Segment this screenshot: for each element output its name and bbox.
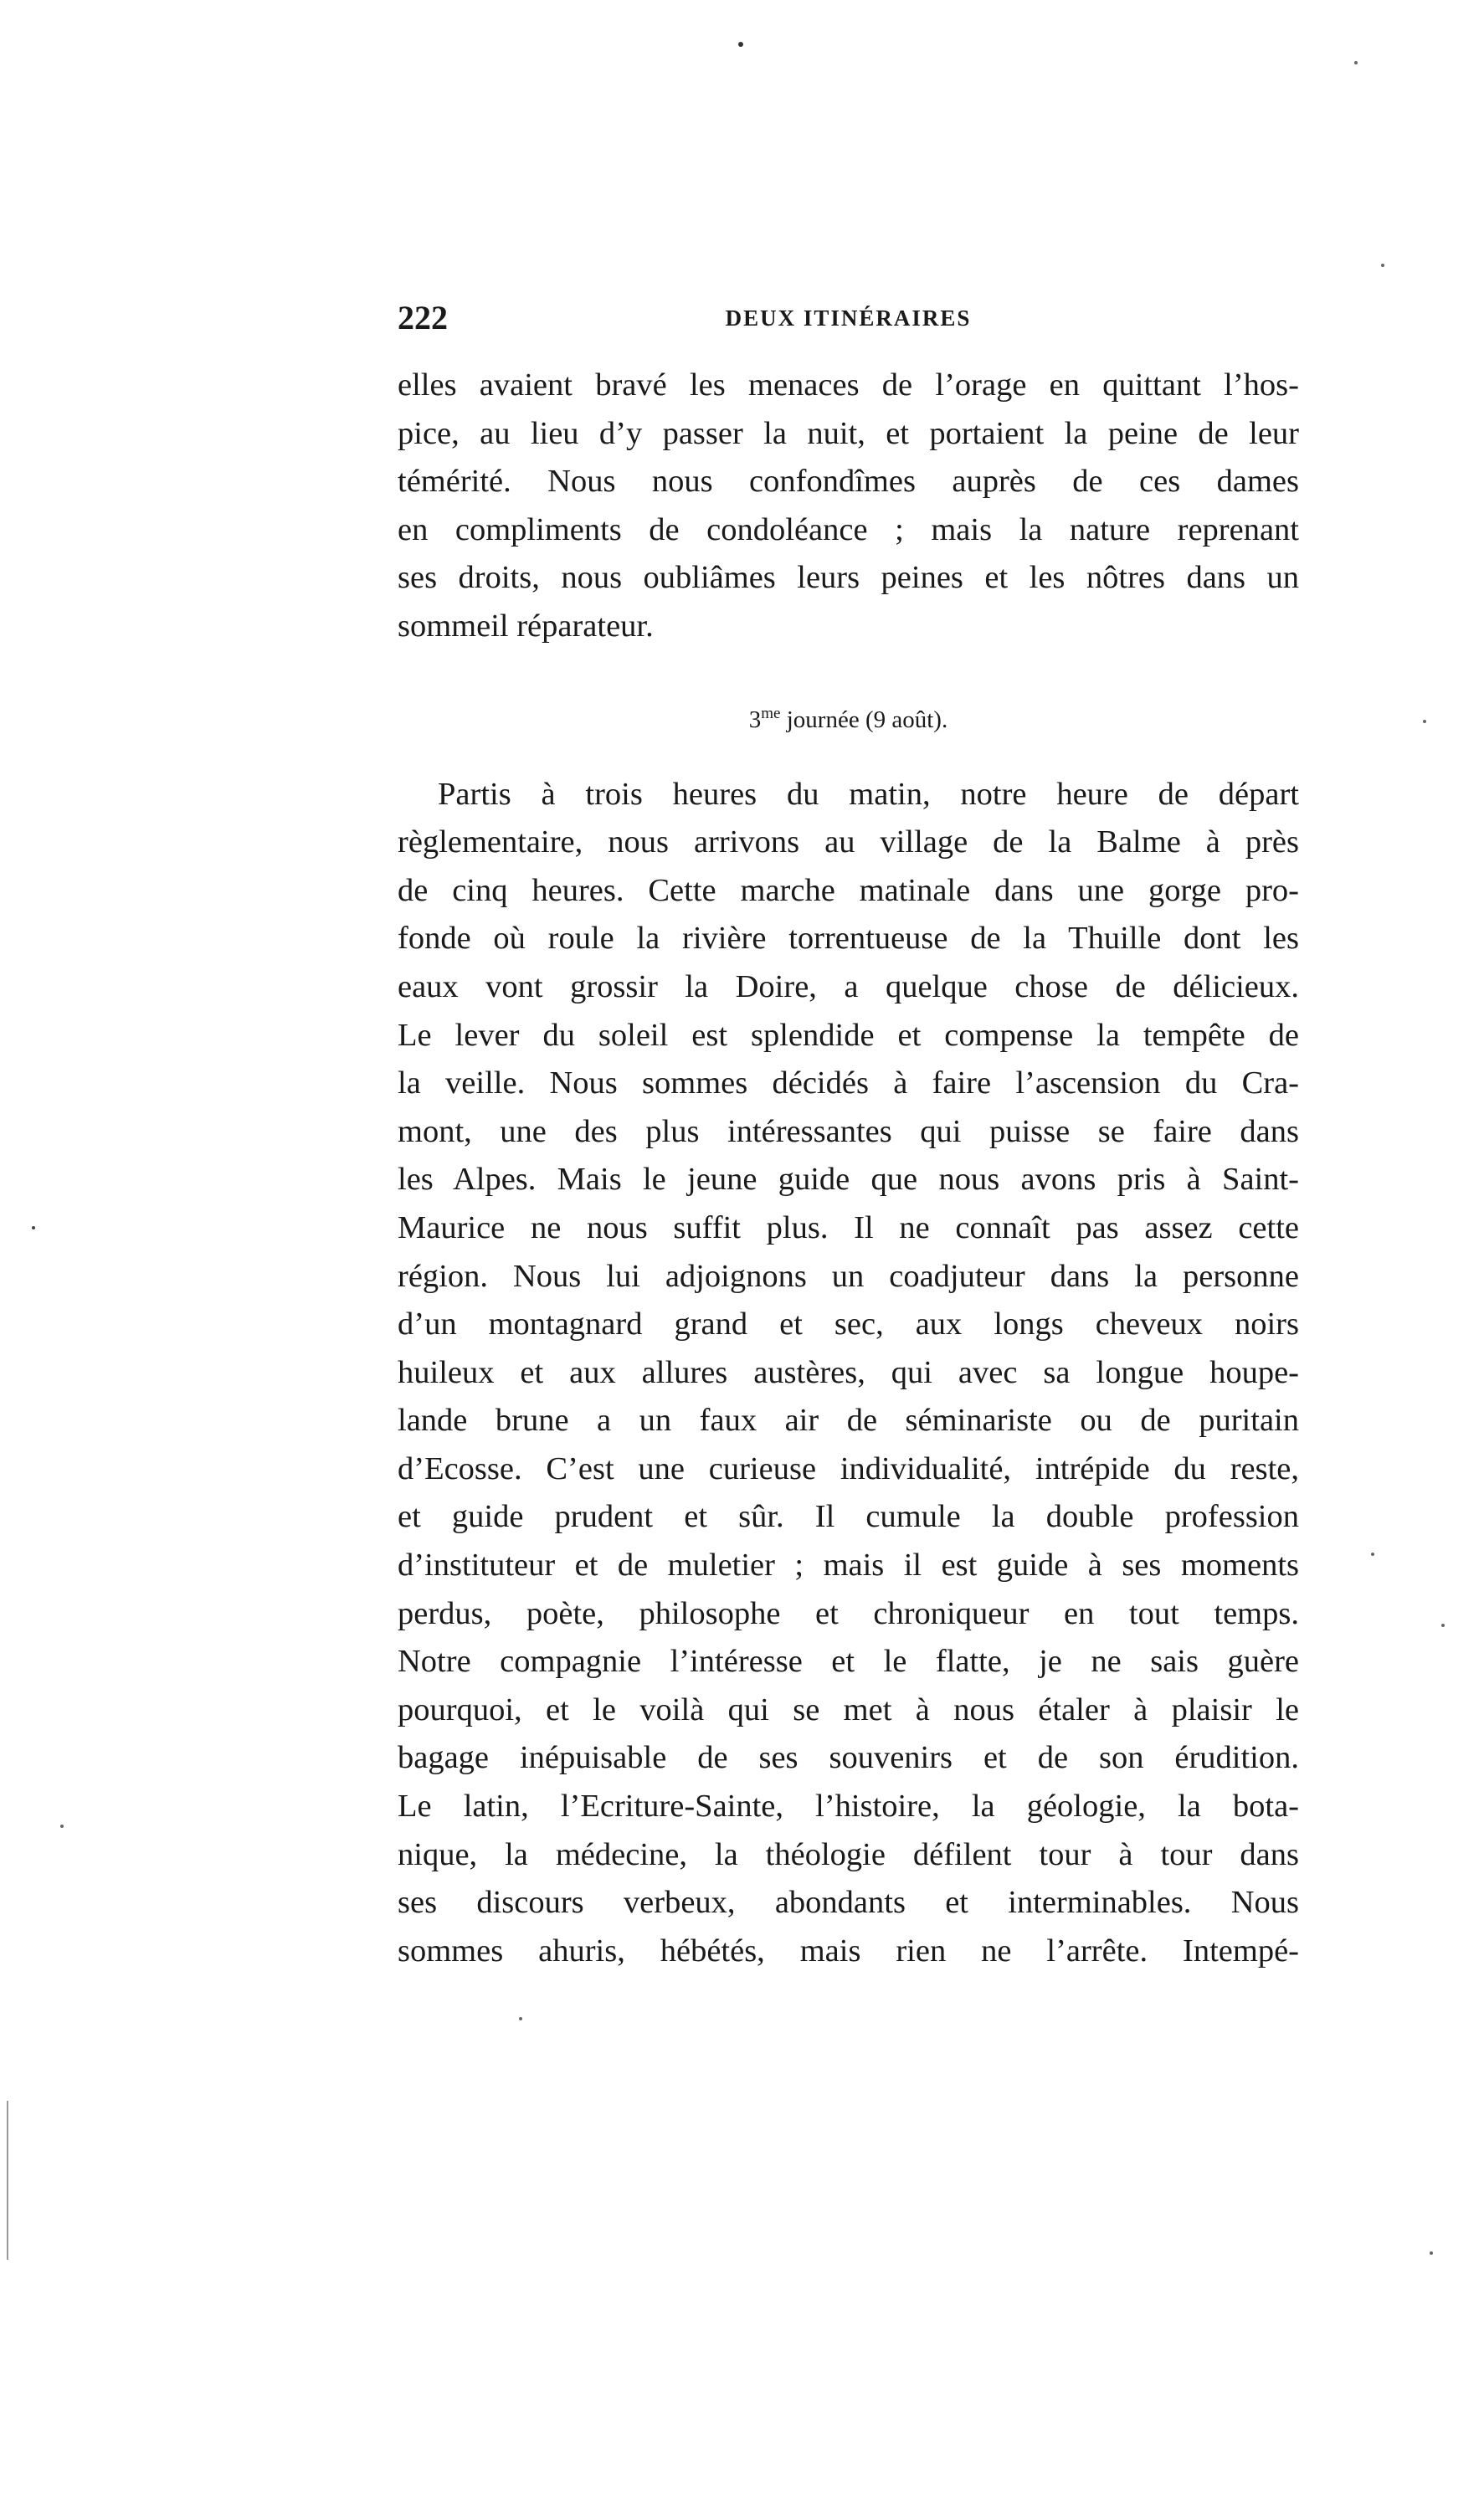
text-line: Partis à trois heures du matin, notre heure de départ [438,776,1299,812]
text-line: pourquoi, et le voilà qui se met à nous étaler à plaisir le [398,1691,1299,1727]
text-line: sommes ahuris, hébétés, mais rien ne l’arrête. Intempé- [398,1933,1299,1969]
running-title: DEUX ITINÉRAIRES [725,305,972,331]
paragraph-1 [398,362,1299,651]
text-line: la veille. Nous sommes décidés à faire l’ascension du Cra- [398,1065,1299,1101]
text-line: Le latin, l’Ecriture-Sainte, l’histoire, la géologie, la bota- [398,1789,1299,1825]
text-line: règlementaire, nous arrivons au village de la Balme à près [398,824,1299,860]
text-line: sommeil réparateur. [398,608,654,644]
text-line: d’un montagnard grand et sec, aux longs cheveux noirs [398,1306,1299,1342]
scan-speck [738,42,743,47]
text-line: en compliments de condoléance ; mais la nature reprenant [398,511,1299,547]
heading-text: journée (9 août). [780,706,948,733]
text-line: eaux vont grossir la Doire, a quelque chose de délicieux. [398,968,1299,1004]
scan-speck [1430,2251,1433,2255]
text-line: témérité. Nous nous confondîmes auprès de ces dames [398,464,1299,500]
text-line: d’Ecosse. C’est une curieuse individualité, intrépide du reste, [398,1450,1299,1486]
text-line: ses discours verbeux, abondants et interminables. Nous [398,1885,1299,1921]
scan-speck [1371,1553,1374,1556]
text-line: Maurice ne nous suffit plus. Il ne connaît pas assez cette [398,1209,1299,1245]
scan-speck [1381,264,1384,267]
text-line: région. Nous lui adjoignons un coadjuteur dans la personne [398,1258,1299,1294]
text-line: perdus, poète, philosophe et chroniqueur en tout temps. [398,1595,1299,1631]
text-line: fonde où roule la rivière torrentueuse de la Thuille dont les [398,921,1299,957]
text-line: d’instituteur et de muletier ; mais il est guide à ses moments [398,1548,1299,1584]
text-line: huileux et aux allures austères, qui avec sa longue houpe- [398,1354,1299,1390]
text-line: Notre compagnie l’intéresse et le flatte, je ne sais guère [398,1644,1299,1680]
text-line: les Alpes. Mais le jeune guide que nous avons pris à Saint- [398,1162,1299,1198]
text-line: elles avaient bravé les menaces de l’orage en quittant l’hos- [398,367,1299,403]
text-line: ses droits, nous oubliâmes leurs peines et les nôtres dans un [398,560,1299,596]
text-line: de cinq heures. Cette marche matinale dans une gorge pro- [398,872,1299,908]
text-line: mont, une des plus intéressantes qui puisse se faire dans [398,1113,1299,1149]
text-line: et guide prudent et sûr. Il cumule la double profession [398,1499,1299,1535]
body-text [398,362,1299,1975]
page-number: 222 [398,299,448,336]
text-line: nique, la médecine, la théologie défilent tour à tour dans [398,1836,1299,1872]
paragraph-2 [398,771,1299,1976]
running-header [398,297,1299,339]
text-line: Le lever du soleil est splendide et compense la tempête de [398,1017,1299,1053]
scan-speck [1423,720,1426,723]
scan-speck [32,1226,35,1229]
heading-suffix: me [761,704,781,722]
scan-edge-mark [7,2101,8,2260]
heading-number: 3 [748,706,762,733]
scan-speck [1441,1624,1445,1627]
section-heading [398,697,1299,737]
scan-speck [519,2017,522,2020]
text-line: bagage inépuisable de ses souvenirs et de son érudition. [398,1740,1299,1776]
text-line: lande brune a un faux air de séminariste ou de puritain [398,1403,1299,1439]
scan-speck [1354,61,1358,64]
text-line: pice, au lieu d’y passer la nuit, et portaient la peine de leur [398,415,1299,451]
scan-speck [60,1825,64,1828]
